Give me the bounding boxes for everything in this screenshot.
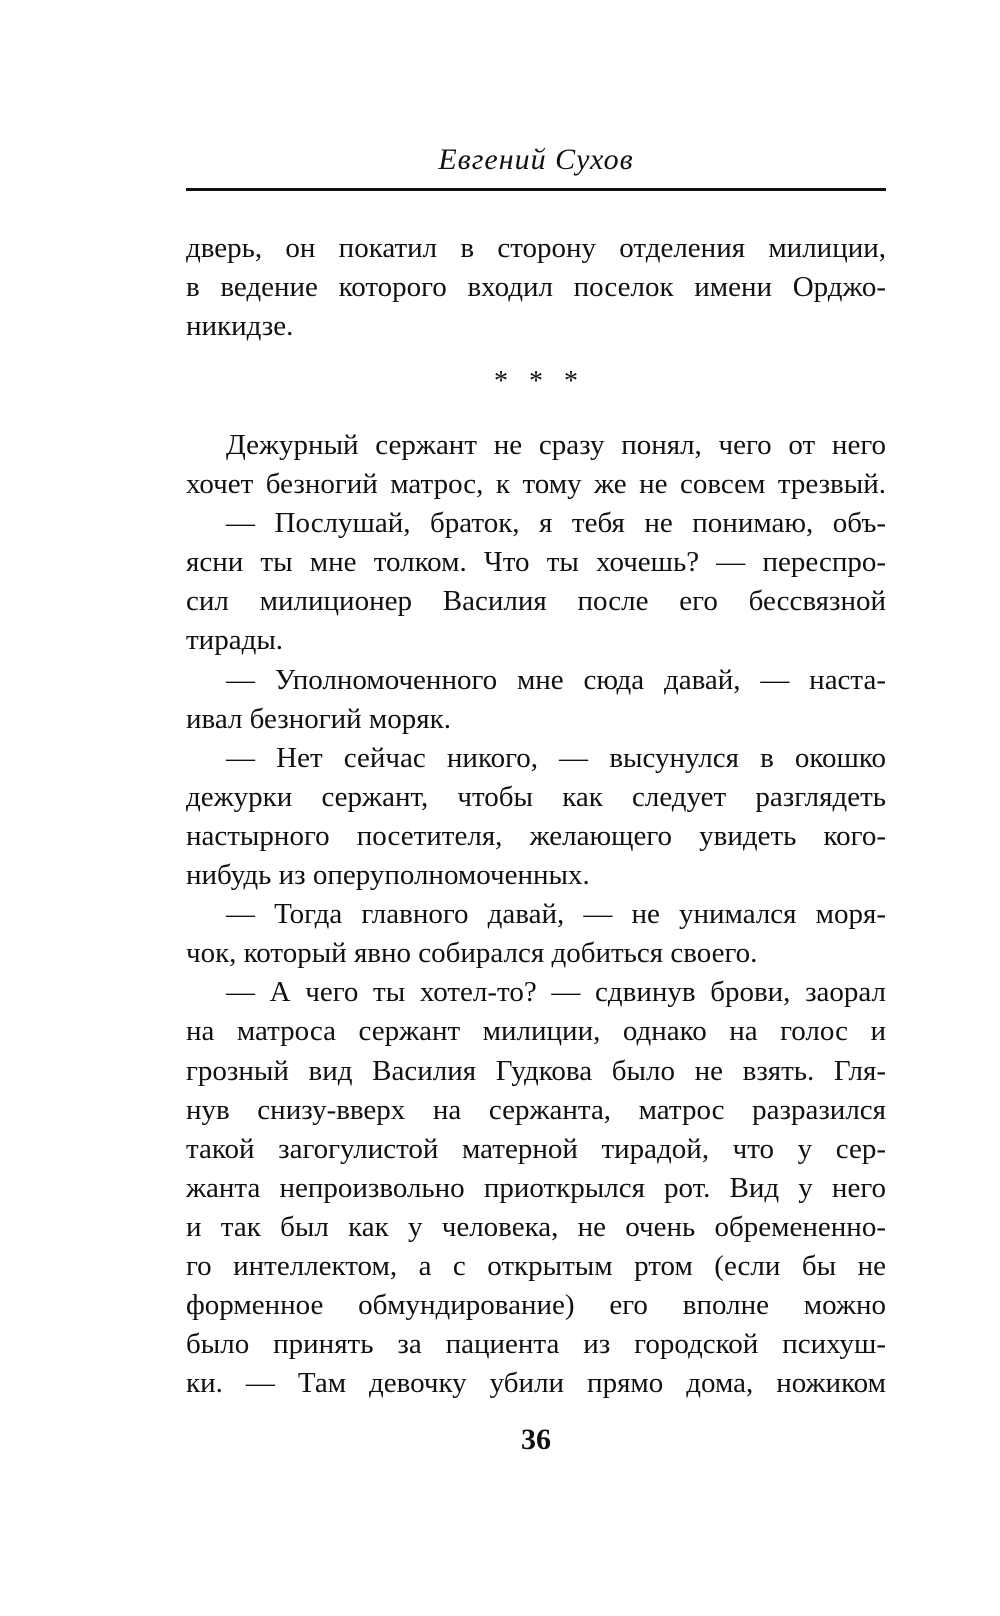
text-line: дверь, он покатил в сторону отделения милиции, <box>186 232 886 264</box>
text-line: было принять за пациента из городской психуш- <box>186 1328 886 1361</box>
text-block-opening <box>186 229 886 346</box>
text-line: — Нет сейчас никого, — высунулся в окошко <box>226 741 886 774</box>
text-line: нув снизу-вверх на сержанта, матрос разразился <box>186 1093 886 1126</box>
text-line: чок, который явно собирался добиться своего. <box>186 937 758 970</box>
page-number: 36 <box>521 1423 551 1456</box>
section-separator: * * * <box>494 366 578 397</box>
text-line: такой загогулистой матерной тирадой, что у сер- <box>186 1132 886 1165</box>
text-line: и так был как у человека, не очень обремененно- <box>186 1210 886 1243</box>
text-line: — Уполномоченного мне сюда давай, — наста- <box>226 663 886 696</box>
text-line: ивал безногий моряк. <box>186 702 451 735</box>
text-line: — Тогда главного давай, — не унимался моря- <box>226 898 886 931</box>
running-head-author: Евгений Сухов <box>438 143 634 176</box>
text-line: на матроса сержант милиции, однако на голос и <box>186 1015 886 1048</box>
text-line: ясни ты мне толком. Что ты хочешь? — переспро- <box>186 546 886 579</box>
text-line: хочет безногий матрос, к тому же не совсем трезвый. <box>186 468 886 501</box>
text-line: ки. — Там девочку убили прямо дома, ножиком <box>186 1367 886 1400</box>
text-line: никидзе. <box>186 310 294 343</box>
text-line: го интеллектом, а с открытым ртом (если бы не <box>186 1249 886 1282</box>
text-line: грозный вид Василия Гудкова было не взять. Гля- <box>186 1054 886 1087</box>
header-rule <box>186 188 886 191</box>
text-line: тирады. <box>186 624 284 657</box>
text-line: в ведение которого входил поселок имени Орджо- <box>186 271 886 304</box>
text-line: дежурки сержант, чтобы как следует разглядеть <box>186 780 886 813</box>
text-line: настырного посетителя, желающего увидеть кого- <box>186 819 886 852</box>
text-block-main <box>186 426 886 1403</box>
text-line: Дежурный сержант не сразу понял, чего от него <box>226 429 886 461</box>
text-line: жанта непроизвольно приоткрылся рот. Вид у него <box>186 1171 886 1204</box>
text-line: — А чего ты хотел-то? — сдвинув брови, заорал <box>226 976 886 1009</box>
text-line: нибудь из оперуполномоченных. <box>186 859 590 892</box>
text-line: сил милиционер Василия после его бессвязной <box>186 585 886 618</box>
text-line: — Послушай, браток, я тебя не понимаю, объ- <box>226 507 886 540</box>
text-line: форменное обмундирование) его вполне можно <box>186 1289 886 1322</box>
